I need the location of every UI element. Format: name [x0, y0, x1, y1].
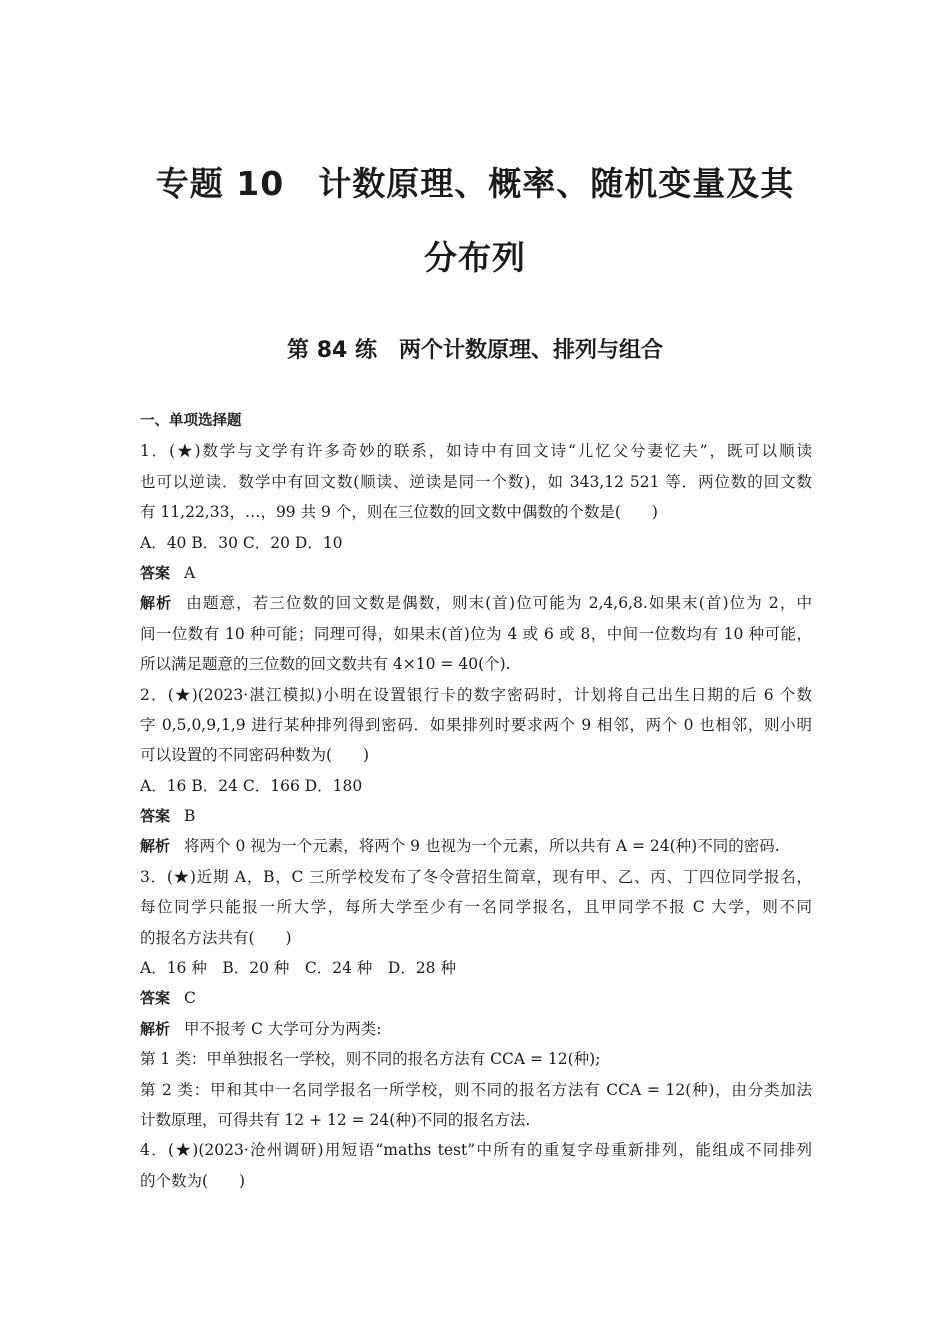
q1-line-2: 也可以逆读．数学中有回文数(顺读、逆读是同一个数)，如 343,12 521 等．两位数的回文数 [140, 472, 812, 491]
q1-answer-row [140, 558, 812, 588]
q2-analysis: 将两个 0 视为一个元素，将两个 9 也视为一个元素，所以共有 A = 24(种)不同的密码. [184, 837, 780, 856]
q2-answer: B [184, 807, 196, 826]
chapter-title-line-2: 分布列 [424, 238, 526, 277]
q2-options: A．16 B．24 C．166 D．180 [140, 776, 363, 795]
q2-line-2: 字 0,5,0,9,1,9 进行某种排列得到密码．如果排列时要求两个 9 相邻，两个 0 也相邻，则小明 [140, 715, 812, 734]
q2-answer-row [140, 801, 812, 831]
q4-line-1: 4．(★)(2023·沧州调研)用短语“maths test”中所有的重复字母重新排列，能组成不同排列 [140, 1141, 812, 1160]
q3-answer: C [184, 989, 196, 1008]
exercise-content [140, 406, 812, 1196]
q1-analysis-row-1 [140, 588, 812, 618]
exercise-title: 第 84 练 两个计数原理、排列与组合 [287, 338, 663, 363]
analysis-label: 解析 [140, 1019, 171, 1038]
q3-options: A．16 种 B．20 种 C．24 种 D．28 种 [140, 959, 456, 978]
q3-analysis-2: 第 1 类：甲单独报名一学校，则不同的报名方法有 CCA = 12(种); [140, 1050, 601, 1069]
q1-analysis-1: 由题意，若三位数的回文数是偶数，则末(首)位可能为 2,4,6,8.如果末(首)位为 2，中 [186, 594, 812, 613]
q3-analysis-3: 第 2 类：甲和其中一名同学报名一所学校，则不同的报名方法有 CCA = 12(种)，由分类加法 [140, 1080, 812, 1099]
answer-label: 答案 [140, 989, 171, 1008]
q2-line-1: 2．(★)(2023·湛江模拟)小明在设置银行卡的数字密码时，计划将自己出生日期的后 6 个数 [140, 685, 812, 704]
chapter-title-line-1: 专题 10 计数原理、概率、随机变量及其 [155, 164, 795, 203]
q3-analysis-4: 计数原理，可得共有 12 + 12 = 24(种)不同的报名方法. [140, 1110, 531, 1129]
q1-analysis-2: 间一位数有 10 种可能；同理可得，如果末(首)位为 4 或 6 或 8，中间一位数均有 10 种可能， [140, 624, 812, 643]
answer-label: 答案 [140, 563, 171, 582]
q3-answer-row [140, 983, 812, 1013]
q1-line-1: 1．(★)数学与文学有许多奇妙的联系，如诗中有回文诗“儿忆父兮妻忆夫”，既可以顺读 [140, 442, 812, 461]
q3-line-2: 每位同学只能报一所大学，每所大学至少有一名同学报名，且甲同学不报 C 大学，则不同 [140, 898, 812, 917]
q1-options: A．40 B．30 C．20 D．10 [140, 533, 343, 552]
q2-analysis-row [140, 831, 812, 861]
q3-line-3: 的报名方法共有( ) [140, 928, 292, 947]
analysis-label: 解析 [140, 594, 173, 613]
q3-analysis-row-1 [140, 1014, 812, 1044]
q1-answer: A [184, 563, 196, 582]
q2-line-3: 可以设置的不同密码种数为( ) [140, 746, 370, 765]
analysis-label: 解析 [140, 837, 171, 856]
answer-label: 答案 [140, 807, 171, 826]
q4-line-2: 的个数为( ) [140, 1171, 246, 1190]
q1-line-3: 有 11,22,33，…，99 共 9 个，则在三位数的回文数中偶数的个数是( ) [140, 503, 658, 522]
q3-analysis-1: 甲不报考 C 大学可分为两类: [184, 1019, 382, 1038]
q3-line-1: 3．(★)近期 A，B，C 三所学校发布了冬令营招生简章，现有甲、乙、丙、丁四位同学报名， [140, 867, 812, 886]
section-heading: 一、单项选择题 [140, 413, 242, 429]
q1-analysis-3: 所以满足题意的三位数的回文数共有 4×10 = 40(个). [140, 655, 511, 674]
